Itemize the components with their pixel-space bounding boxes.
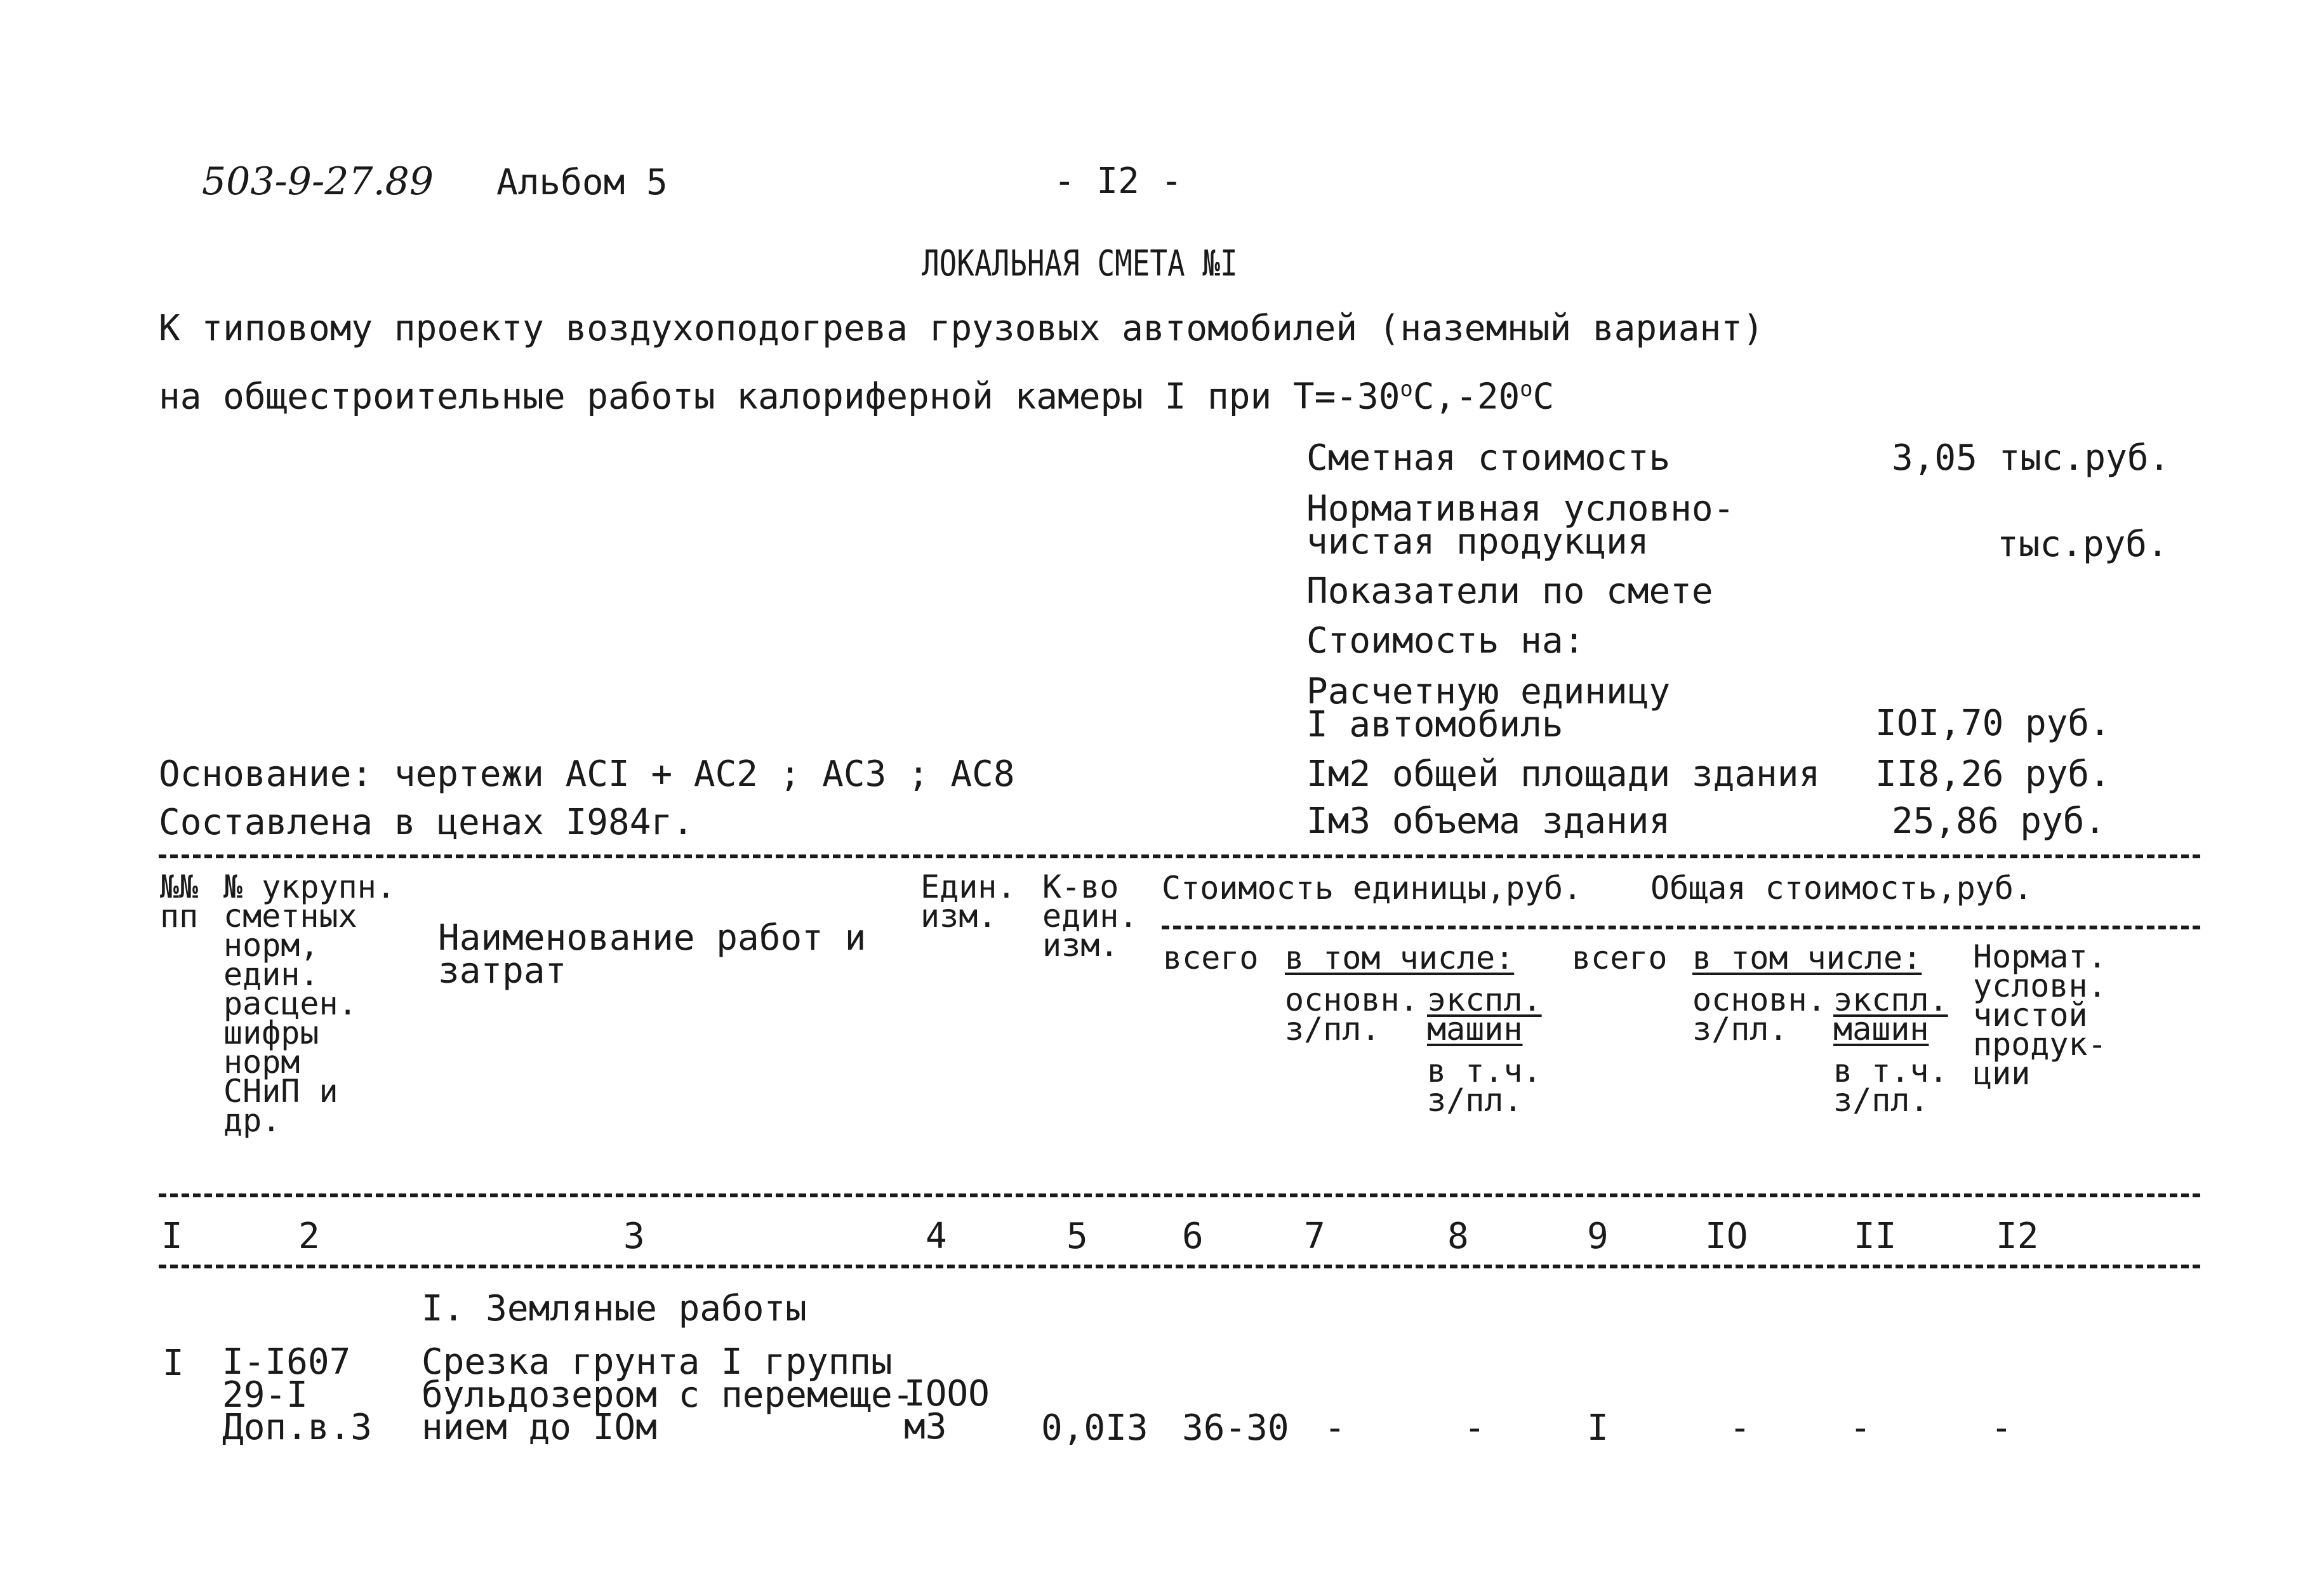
area-label: Iм2 общей площади здания [1306,754,1821,795]
header-overall-incl-wage: в т.ч. з/пл. [1833,1053,1948,1119]
row-norm-code: I-I607 29-I Доп.в.3 [222,1341,373,1449]
cost-value: 3,05 тыс.руб. [1892,437,2170,479]
header-bottom-rule [159,1193,2200,1197]
subtitle-works: на общестроительные работы калориферной камеры I при $T=-30^oC,-20^oC$ [159,376,1555,418]
estimate-title: ЛОКАЛЬНАЯ СМЕТА №I [922,243,1238,284]
row-overall-total: I [1587,1407,1609,1449]
column-number: I2 [1996,1216,2039,1257]
column-number: II [1854,1216,1897,1257]
column-number: 7 [1304,1216,1325,1257]
row-number: I [163,1343,184,1384]
volume-label: Iм3 объема здания [1306,801,1671,842]
column-number: 4 [926,1216,947,1257]
row-overall-base-wage: - [1729,1407,1751,1449]
unit-value: IOI,70 руб. [1875,703,2111,744]
header-norm-code: № укрупн. сметных норм, един. расцен. шифры норм СНиП и др. [223,868,395,1139]
column-number: IO [1705,1216,1748,1257]
row-unit-machines: - [1464,1407,1485,1449]
row-unit: IOOO м3 [904,1373,990,1447]
header-unit-cost: Стоимость единицы,руб. [1162,870,1583,907]
column-number: 9 [1587,1216,1609,1257]
column-number: I [161,1216,183,1257]
indicators-label: Показатели по смете [1306,571,1713,612]
header-unit-including: в том числе: [1285,940,1515,976]
column-number: 6 [1182,1216,1204,1257]
header-unit: Един. изм. [920,868,1016,934]
section-title: I. Земляные работы [422,1288,807,1329]
column-number: 8 [1447,1216,1469,1257]
row-quantity: 0,0I3 [1041,1407,1148,1449]
header-overall-machines: экспл. машин [1833,981,1948,1047]
norm-label: Нормативная условно- чистая продукция [1306,488,1735,562]
cost-per-label: Стоимость на: [1306,620,1585,661]
header-overall-base-wage: основн. з/пл. [1692,981,1826,1047]
header-total-cost: Общая стоимость,руб. [1650,870,2033,907]
subtitle-project: К типовому проекту воздухоподогрева грузовых автомобилей (наземный вариант) [159,308,1764,349]
page-number: - I2 - [1054,161,1183,202]
cost-header-rule [1162,926,2200,929]
column-number: 3 [623,1216,645,1257]
album-label: Альбом 5 [496,162,668,203]
header-overall-total: всего [1572,940,1668,976]
row-work-name: Срезка грунта I группы бульдозером с перемеще- нием до IOм [422,1341,914,1449]
header-unit-incl-wage: в т.ч. з/пл. [1427,1053,1542,1119]
column-number: 5 [1066,1216,1088,1257]
row-unit-total: 36-30 [1182,1407,1289,1449]
header-unit-total: всего [1163,940,1259,976]
document-code: 503-9-27.89 [202,159,434,204]
prices-line: Составлена в ценах I984г. [159,802,694,843]
header-quantity: К-во един. изм. [1042,868,1138,964]
norm-unit: тыс.руб. [1997,524,2168,565]
degree-sign: o [1400,376,1413,401]
column-numbers-rule [159,1265,2200,1268]
volume-value: 25,86 руб. [1892,801,2106,842]
header-work-name: Наименование работ и затрат [438,917,867,992]
header-row-number: №№ пп [160,868,199,934]
unit-label: Расчетную единицу I автомобиль [1306,671,1671,745]
column-number: 2 [298,1216,320,1257]
row-norm-products: - [1991,1407,2012,1449]
header-norm-products: Нормат. условн. чистой продук- ции [1973,938,2107,1092]
header-unit-base-wage: основн. з/пл. [1285,981,1419,1047]
header-overall-including: в том числе: [1692,940,1922,976]
basis-line: Основание: чертежи ACI + AC2 ; AC3 ; AC8 [159,754,1015,795]
table-top-rule [159,854,2200,858]
row-overall-machines: - [1850,1407,1871,1449]
cost-label: Сметная стоимость [1306,437,1671,479]
header-unit-machines: экспл. машин [1427,981,1542,1047]
area-value: II8,26 руб. [1875,754,2111,795]
degree-sign: o [1520,376,1533,401]
row-unit-base-wage: - [1324,1407,1346,1449]
